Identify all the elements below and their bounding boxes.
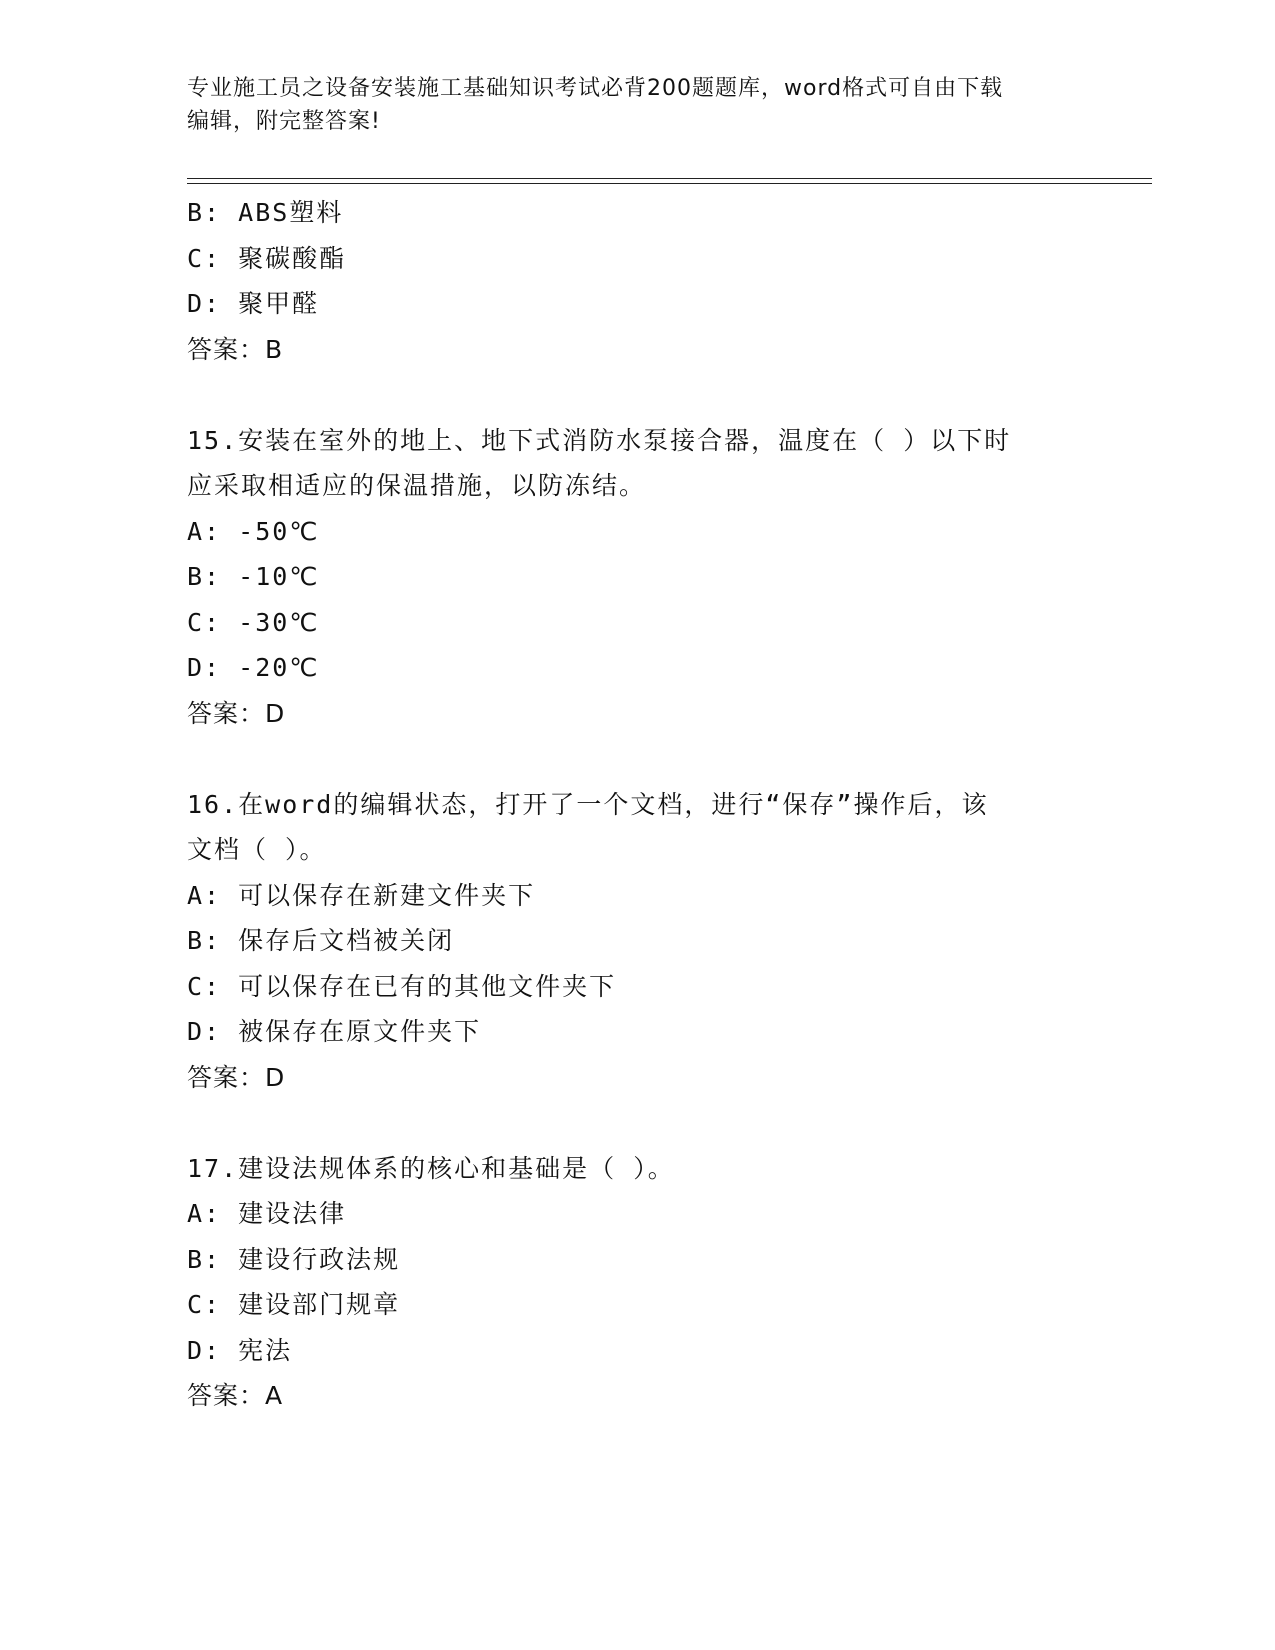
option-b [187, 554, 1087, 600]
option-key: C: [187, 1290, 222, 1319]
option-b [187, 190, 1087, 236]
option-text: 宪法 [221, 1335, 293, 1365]
question-text-line: 15.安装在室外的地上、地下式消防水泵接合器，温度在（ ）以下时 [187, 425, 1012, 455]
question-text-line: 应采取相适应的保温措施，以防冻结。 [187, 471, 647, 500]
option-text: 被保存在原文件夹下 [221, 1017, 482, 1046]
option-text: 可以保存在新建文件夹下 [221, 880, 536, 910]
question-14-continued [187, 190, 1087, 372]
option-a [187, 873, 1087, 919]
option-d [187, 281, 1087, 327]
option-key: D: [187, 1017, 222, 1046]
spacer [187, 372, 1087, 418]
option-d [187, 1328, 1087, 1374]
spacer [187, 736, 1087, 782]
option-text: 聚甲醛 [221, 289, 320, 318]
question-15 [187, 418, 1087, 737]
option-key: A: [187, 1199, 222, 1228]
option-b [187, 1237, 1087, 1283]
option-text: 保存后文档被关闭 [221, 926, 455, 955]
option-text: 建设部门规章 [221, 1290, 401, 1319]
question-text-line: 文档（ ）。 [187, 835, 327, 864]
option-c [187, 600, 1087, 646]
option-c [187, 964, 1087, 1010]
option-key: C: [187, 971, 222, 1001]
option-a [187, 1191, 1087, 1237]
option-c [187, 236, 1087, 282]
option-d [187, 645, 1087, 691]
option-key: C: [187, 243, 222, 273]
spacer [187, 1100, 1087, 1146]
option-text: -30℃ [221, 607, 320, 637]
option-key: B: [187, 198, 222, 227]
option-text: ABS塑料 [221, 198, 344, 227]
option-key: A: [187, 516, 222, 546]
option-key: D: [187, 1335, 222, 1365]
option-text: -50℃ [221, 516, 320, 546]
option-text: 可以保存在已有的其他文件夹下 [221, 971, 617, 1001]
option-key: A: [187, 880, 222, 910]
option-a [187, 509, 1087, 555]
option-key: B: [187, 562, 222, 591]
option-c [187, 1282, 1087, 1328]
header-title-line-1: 专业施工员之设备安装施工基础知识考试必背200题题库，word格式可自由下载 [187, 76, 1004, 101]
question-text-line: 16.在word的编辑状态，打开了一个文档，进行“保存”操作后，该 [187, 789, 989, 819]
option-b [187, 918, 1087, 964]
question-16 [187, 782, 1087, 1101]
option-text: -20℃ [221, 653, 320, 682]
answer-line: 答案：A [187, 1381, 284, 1410]
header-divider-bottom [187, 183, 1152, 184]
option-text: -10℃ [221, 562, 320, 591]
option-key: D: [187, 289, 222, 318]
header-divider-top [187, 178, 1152, 179]
option-key: C: [187, 607, 222, 637]
header-title-line-2: 编辑，附完整答案! [187, 109, 381, 134]
option-text: 聚碳酸酯 [221, 243, 347, 273]
option-text: 建设行政法规 [221, 1244, 401, 1274]
option-key: B: [187, 926, 222, 955]
option-text: 建设法律 [221, 1199, 347, 1228]
question-17 [187, 1146, 1087, 1419]
option-key: D: [187, 653, 222, 682]
answer-line: 答案：D [187, 698, 286, 728]
question-list [187, 190, 1087, 1419]
answer-line: 答案：D [187, 1062, 286, 1092]
question-text-line: 17.建设法规体系的核心和基础是（ ）。 [187, 1153, 675, 1183]
option-d [187, 1009, 1087, 1055]
option-key: B: [187, 1244, 222, 1274]
answer-line: 答案：B [187, 334, 284, 364]
document-header [187, 72, 1087, 138]
